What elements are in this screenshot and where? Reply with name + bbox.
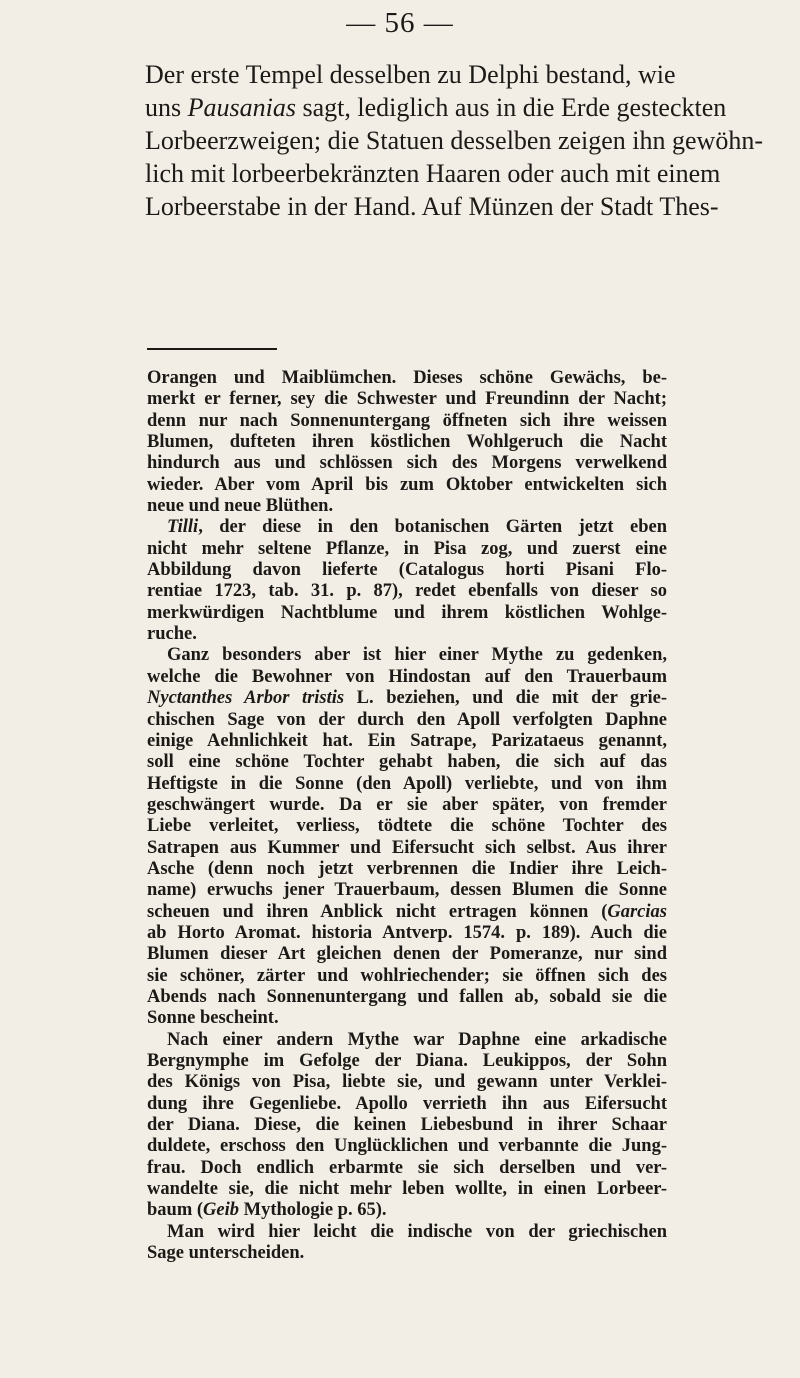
footnote-line: Satrapen aus Kummer und Eifersucht sich selbst. Aus ihrer xyxy=(147,837,667,858)
footnote-line: hindurch aus und schlössen sich des Morgens verwelkend xyxy=(147,453,667,474)
footnote-line: wandelte sie, die nicht mehr leben wollte, in einen Lorbeer- xyxy=(147,1179,667,1200)
footnote-line: merkt er ferner, sey die Schwester und Freundinn der Nacht; xyxy=(147,389,667,410)
footnote-line: scheuen und ihren Anblick nicht ertragen können (Garcias xyxy=(147,901,667,922)
footnote-line: soll eine schöne Tochter gehabt haben, die sich auf das xyxy=(147,752,667,773)
footnote-line: Nyctanthes Arbor tristis L. beziehen, und die mit der grie- xyxy=(147,688,667,709)
footnote-line: Nach einer andern Mythe war Daphne eine arkadische xyxy=(167,1029,667,1050)
footnote-line: merkwürdigen Nachtblume und ihrem köstlichen Wohlge- xyxy=(147,602,667,623)
footnote-line: sie schöner, zärter und wohlriechender; sie öffnen sich des xyxy=(147,965,667,986)
footnote-line: ab Horto Aromat. historia Antverp. 1574. p. 189). Auch die xyxy=(147,922,667,943)
footnote-line: Tilli, der diese in den botanischen Gärten jetzt eben xyxy=(167,517,667,538)
footnote-line: Man wird hier leicht die indische von der griechischen xyxy=(167,1221,667,1242)
footnote-line: rentiae 1723, tab. 31. p. 87), redet ebenfalls von dieser so xyxy=(147,581,667,602)
footnote-line: Bergnymphe im Gefolge der Diana. Leukippos, der Sohn xyxy=(147,1051,667,1071)
footnote-line: einige Aehnlichkeit hat. Ein Satrape, Parizataeus genannt, xyxy=(147,730,667,751)
footnote-line: der Diana. Diese, die keinen Liebesbund in ihrer Schaar xyxy=(147,1115,667,1136)
footnote-line: Liebe verleitet, verliess, tödtete die schöne Tochter des xyxy=(147,816,667,837)
footnote-line: geschwängert wurde. Da er sie aber später, von fremder xyxy=(147,794,667,815)
page-number: — 56 — xyxy=(346,7,454,39)
footnote-line: wieder. Aber vom April bis zum Oktober entwickelten sich xyxy=(147,474,667,495)
main-text-line: Lorbeerzweigen; die Statuen desselben zeigen ihn gewöhn- xyxy=(145,126,763,155)
footnote-line: Blumen dieser Art gleichen denen der Pomeranze, nur sind xyxy=(147,944,667,965)
footnote-line: welche die Bewohner von Hindostan auf den Trauerbaum xyxy=(147,666,667,687)
footnote-separator xyxy=(147,348,277,350)
footnote-line: Orangen und Maiblümchen. Dieses schöne Gewächs, be- xyxy=(147,368,667,388)
footnote-line: Sage unterscheiden. xyxy=(147,1243,305,1264)
footnote-line: denn nur nach Sonnenuntergang öffneten sich ihre weissen xyxy=(147,410,667,431)
footnote-line: ruche. xyxy=(147,624,197,645)
footnote-line: Abends nach Sonnenuntergang und fallen ab, sobald sie die xyxy=(147,986,667,1007)
footnote-line: Ganz besonders aber ist hier einer Mythe zu gedenken, xyxy=(167,645,667,666)
main-text-line: uns Pausanias sagt, lediglich aus in die Erde gesteckten xyxy=(145,93,727,122)
footnote-line: nicht mehr seltene Pflanze, in Pisa zog, und zuerst eine xyxy=(147,538,667,559)
footnote-line: Abbildung davon lieferte (Catalogus horti Pisani Flo- xyxy=(147,560,667,581)
footnote-line: des Königs von Pisa, liebte sie, und gewann unter Verklei- xyxy=(147,1072,667,1093)
main-text-line: lich mit lorbeerbekränzten Haaren oder auch mit einem xyxy=(145,159,721,188)
footnote-line: dung ihre Gegenliebe. Apollo verrieth ihn aus Eifersucht xyxy=(147,1093,667,1114)
footnote-line: baum (Geib Mythologie p. 65). xyxy=(147,1200,387,1221)
footnote xyxy=(147,368,667,1264)
main-text-line: Lorbeerstabe in der Hand. Auf Münzen der Stadt Thes- xyxy=(145,192,719,221)
main-text xyxy=(145,58,763,223)
footnote-line: duldete, erschoss den Unglücklichen und verbannte die Jung- xyxy=(147,1136,667,1157)
main-text-line: Der erste Tempel desselben zu Delphi bestand, wie xyxy=(145,60,676,89)
footnote-line: Asche (denn noch jetzt verbrennen die Indier ihre Leich- xyxy=(147,858,667,879)
footnote-line: Sonne bescheint. xyxy=(147,1008,279,1029)
footnote-line: Blumen, dufteten ihren köstlichen Wohlgeruch die Nacht xyxy=(147,432,667,453)
footnote-line: name) erwuchs jener Trauerbaum, dessen Blumen die Sonne xyxy=(147,880,667,901)
footnote-line: chischen Sage von der durch den Apoll verfolgten Daphne xyxy=(147,709,667,730)
footnote-line: Heftigste in die Sonne (den Apoll) verliebte, und von ihm xyxy=(147,773,667,794)
footnote-line: frau. Doch endlich erbarmte sie sich derselben und ver- xyxy=(147,1157,667,1178)
footnote-line: neue und neue Blüthen. xyxy=(147,496,334,517)
